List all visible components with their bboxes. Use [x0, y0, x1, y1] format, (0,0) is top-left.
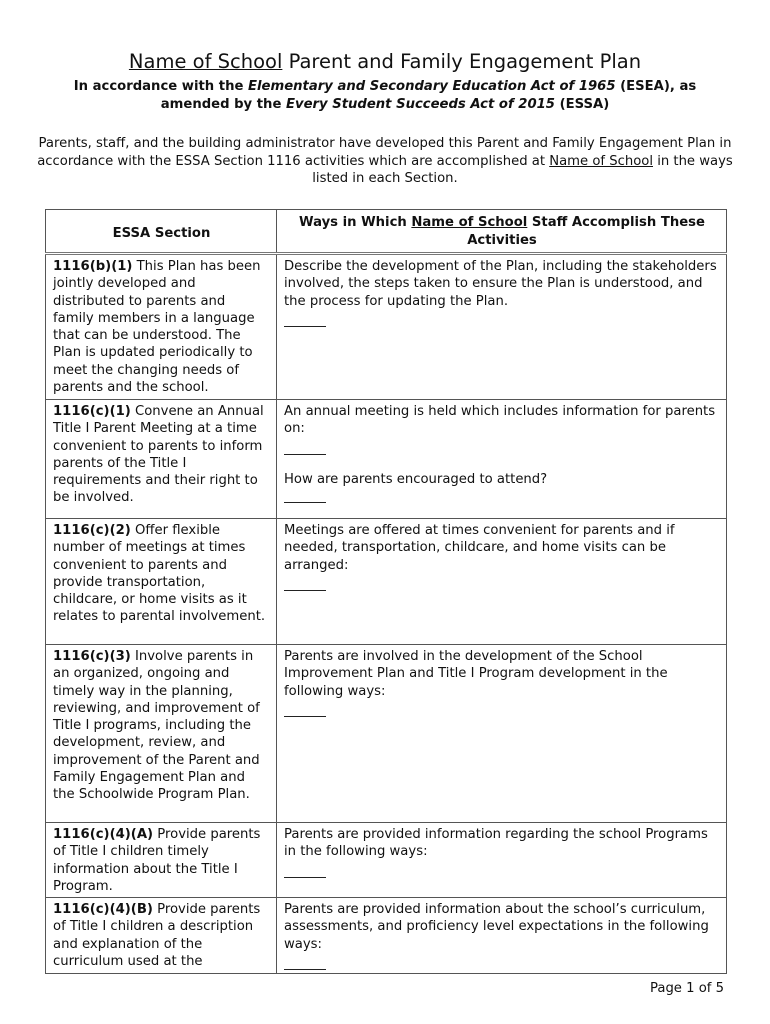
answer-blank[interactable] — [284, 318, 326, 327]
header-school-name: Name of School — [411, 215, 528, 231]
header-essa-section: ESSA Section — [46, 210, 277, 254]
intro-school-name: Name of School — [549, 153, 653, 169]
answer-blank[interactable] — [284, 708, 326, 717]
section-cell — [46, 823, 277, 898]
section-code: 1116(c)(3) — [53, 649, 131, 664]
answer-blank[interactable] — [284, 446, 326, 455]
section-text: This Plan has been jointly developed and distributed to parents and family members in a language that can be understood. The Plan is updated periodically to meet the changing needs of parents and the school. — [53, 259, 261, 396]
section-text: Involve parents in an organized, ongoing and timely way in the planning, reviewing, and improvement of Title I programs, including the development, review, and improvement of the Parent and Family Engagement Plan and the Schoolwide Program Plan. — [53, 649, 260, 803]
section-text: Provide parents of Title I children a description and explanation of the curriculum used at the — [53, 902, 261, 970]
table-row — [46, 645, 727, 823]
table-row — [46, 254, 727, 400]
response-prompt: Parents are provided information regarding the school Programs in the following ways: — [284, 827, 708, 860]
section-code: 1116(c)(2) — [53, 523, 131, 538]
answer-blank[interactable] — [284, 582, 326, 591]
subtitle — [40, 78, 730, 113]
section-cell — [46, 400, 277, 519]
title-rest: Parent and Family Engagement Plan — [282, 50, 642, 73]
response-prompt: Parents are involved in the development of the School Improvement Plan and Title I Program development in the following ways: — [284, 649, 668, 699]
page-title — [0, 50, 770, 73]
header-ways-part-1: Ways in Which — [299, 215, 412, 231]
response-prompt: An annual meeting is held which includes information for parents on: — [284, 404, 716, 437]
table-row — [46, 519, 727, 645]
subtitle-act-1: Elementary and Secondary Education Act of 1965 — [248, 79, 616, 94]
section-cell — [46, 519, 277, 645]
intro-part-1: Parents, staff, and the building administrator have developed this Parent and Family Engagement Plan in accordance with the ESSA Section 1116 activities which are accomplished at — [37, 136, 732, 169]
response-cell[interactable] — [277, 823, 727, 898]
response-cell[interactable] — [277, 254, 727, 400]
answer-blank[interactable] — [284, 494, 326, 503]
section-code: 1116(c)(4)(B) — [53, 902, 153, 918]
header-ways — [277, 210, 727, 254]
response-question: How are parents encouraged to attend? — [284, 471, 548, 487]
section-cell — [46, 898, 277, 974]
subtitle-act-2: Every Student Succeeds Act of 2015 — [285, 96, 555, 112]
response-cell[interactable] — [277, 645, 727, 823]
response-cell[interactable] — [277, 898, 727, 974]
subtitle-part-2: (ESEA), as amended by the — [160, 79, 697, 112]
response-prompt: Meetings are offered at times convenient for parents and if needed, transportation, childcare, and home visits can be arranged: — [284, 523, 675, 573]
table-row — [46, 400, 727, 519]
section-text: Provide parents of Title I children timely information about the Title I Program. — [53, 827, 261, 894]
response-cell[interactable] — [277, 400, 727, 519]
response-prompt: Parents are provided information about the school’s curriculum, assessments, and proficiency level expectations in the following ways: — [284, 902, 709, 952]
page-number: Page 1 of 5 — [650, 981, 724, 996]
answer-blank[interactable] — [284, 869, 326, 878]
intro-part-2: in the ways listed in each Section. — [312, 153, 733, 186]
table-row — [46, 823, 727, 898]
section-text: Offer flexible number of meetings at times convenient to parents and provide transportation, childcare, or home visits as it relates to parental involvement. — [53, 523, 266, 625]
section-code: 1116(b)(1) — [53, 259, 133, 274]
header-ways-part-2: Staff Accomplish These Activities — [467, 215, 705, 248]
section-cell — [46, 645, 277, 823]
table-header-row — [46, 210, 727, 254]
subtitle-part-1: In accordance with the — [73, 79, 249, 94]
section-cell — [46, 254, 277, 400]
answer-blank[interactable] — [284, 961, 326, 970]
section-code: 1116(c)(4)(A) — [53, 827, 154, 842]
title-school-name: Name of School — [128, 50, 283, 73]
section-code: 1116(c)(1) — [53, 404, 131, 419]
subtitle-part-3: (ESSA) — [554, 96, 610, 112]
intro-paragraph — [30, 135, 740, 188]
section-text: Convene an Annual Title I Parent Meeting at a time convenient to parents to inform parents of the Title I requirements and their right to be involved. — [53, 404, 264, 506]
response-cell[interactable] — [277, 519, 727, 645]
response-prompt: Describe the development of the Plan, including the stakeholders involved, the steps taken to ensure the Plan is understood, and the process for updating the Plan. — [284, 259, 717, 309]
engagement-table — [45, 209, 727, 974]
table-row — [46, 898, 727, 974]
